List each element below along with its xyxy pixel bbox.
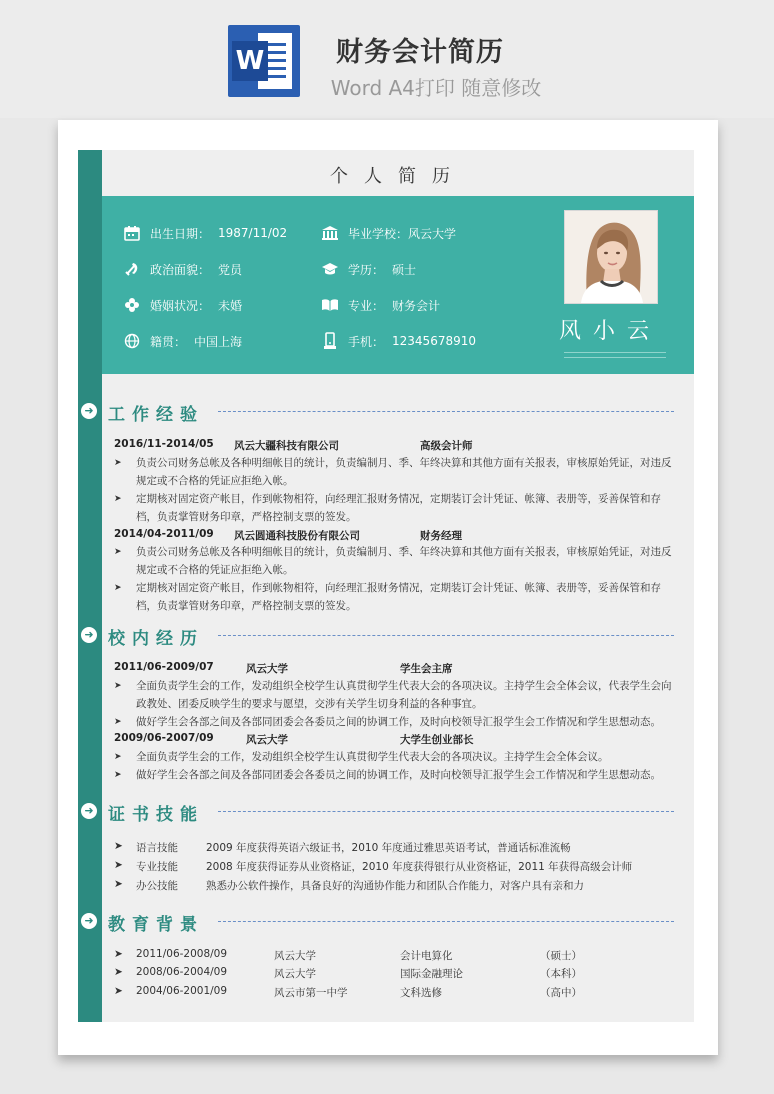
triangle-bullet-icon: ➤ xyxy=(114,494,122,504)
dashed-divider xyxy=(218,411,674,412)
campus-duty: ➤ 全面负责学生会的工作，发动组织全校学生认真贯彻学生代表大会的各项决议。主持学生会全体会议。 xyxy=(114,748,674,766)
info-school: 毕业学校： 风云大学 xyxy=(320,222,456,244)
triangle-bullet-icon: ➤ xyxy=(114,752,122,762)
banner-subtitle: Word A4打印 随意修改 xyxy=(330,76,542,100)
job-duty: ➤ 负责公司财务总帐及各种明细帐目的统计，负责编制月、季、年终决算和其他方面有关报表，审核原始凭证，对违反规定或不合格的凭证应拒绝入帐。 xyxy=(114,454,674,490)
top-banner xyxy=(0,0,774,118)
arrow-right-icon: ➜ xyxy=(80,912,98,930)
book-icon xyxy=(320,296,340,314)
triangle-bullet-icon: ➤ xyxy=(114,948,123,960)
section-title: 工作经验 xyxy=(108,405,204,425)
word-document-icon xyxy=(228,25,300,97)
info-major: 专业： 财务会计 xyxy=(320,294,440,316)
resume-paper xyxy=(58,120,718,1055)
globe-icon xyxy=(122,332,142,350)
school-building-icon xyxy=(320,224,340,242)
triangle-bullet-icon: ➤ xyxy=(114,583,122,593)
info-native-place: 籍贯： 中国上海 xyxy=(122,330,242,352)
info-birth-date: 出生日期： 1987/11/02 xyxy=(122,222,287,244)
party-icon xyxy=(122,260,142,278)
profile-photo xyxy=(564,210,658,304)
name-divider xyxy=(564,357,666,358)
info-political-status: 政治面貌： 党员 xyxy=(122,258,242,280)
graduation-cap-icon xyxy=(320,260,340,278)
triangle-bullet-icon: ➤ xyxy=(114,878,123,890)
job-duty: ➤ 定期核对固定资产帐目，作到帐物相符，向经理汇报财务情况，定期装订会计凭证、帐簿、表册等，妥善保管和存档，负责掌管财务印章，严格控制支票的签发。 xyxy=(114,490,674,526)
banner-title: 财务会计简历 xyxy=(336,37,504,68)
dashed-divider xyxy=(218,635,674,636)
triangle-bullet-icon: ➤ xyxy=(114,458,122,468)
triangle-bullet-icon: ➤ xyxy=(114,547,122,557)
arrow-right-icon: ➜ xyxy=(80,402,98,420)
side-accent-bar xyxy=(78,150,102,1022)
campus-duty: ➤ 做好学生会各部之间及各部同团委会各委员之间的协调工作，及时向校领导汇报学生会工作情况和学生思想动态。 xyxy=(114,713,674,731)
person-name: 风小云 xyxy=(558,319,661,344)
word-letter: W xyxy=(232,41,268,81)
section-title: 教育背景 xyxy=(108,915,204,935)
triangle-bullet-icon: ➤ xyxy=(114,770,122,780)
section-work-experience xyxy=(78,400,694,424)
flower-icon xyxy=(122,296,142,314)
arrow-right-icon: ➜ xyxy=(80,626,98,644)
triangle-bullet-icon: ➤ xyxy=(114,681,122,691)
section-education xyxy=(78,910,694,934)
triangle-bullet-icon: ➤ xyxy=(114,966,123,978)
dashed-divider xyxy=(218,811,674,812)
campus-duty: ➤ 全面负责学生会的工作，发动组织全校学生认真贯彻学生代表大会的各项决议。主持学生会全体会议，代表学生会向政教处、团委反映学生的要求与愿望，交涉有关学生切身利益的各种事宜。 xyxy=(114,677,674,713)
info-phone: 手机： 12345678910 xyxy=(320,330,476,352)
personal-info-band xyxy=(102,196,694,374)
phone-icon xyxy=(320,332,340,350)
section-certificates xyxy=(78,800,694,824)
calendar-icon xyxy=(122,224,142,242)
triangle-bullet-icon: ➤ xyxy=(114,985,123,997)
resume-sheet: 个人简历 出生日期： 1987/11/02 政治面貌： 党员 婚姻状况： 未婚 籍贯： 中国上海 毕业学校： 风云大学 学历： 硕士 专业： 财务会计 手机： 12345678910 风小云 ➜ 工作经验 2016/11-2014/05 风云大疆科技有限公司 高级会计师 ➤ 负责公司财务总帐及各种明细帐目的统计，负责编制月、季、年终决算和其他方面有关报表，审核原始凭证，对违反规定或不合格的凭证应拒绝入帐。 ➤ 定期核对固定资产帐目，作到帐物相符，向经理汇报财务情况，定期装订会计凭证、帐簿、表册等，妥善保管和存档，负责掌管财务印章，严格控制支票的签发。 2014/04-2011/09 风云圆通科技股份有限公司 财务经理 ➤ 负责公司财务总帐及各种明细帐目的统计，负责编制月、季、年终决算和其他方面有关报表，审核原始凭证，对违反规定或不合格的凭证应拒绝入帐。 ➤ 定期核对固定资产帐目，作到帐物相符，向经理汇报财务情况，定期装订会计凭证、帐簿、表册等，妥善保管和存档，负责掌管财务印章，严格控制支票的签发。 ➜ 校内经历 2011/06-2009/07 风云大学 学生会主席 ➤ 全面负责学生会的工作，发动组织全校学生认真贯彻学生代表大会的各项决议。主持学生会全体会议，代表学生会向政教处、团委反映学生的要求与愿望，交涉有关学生切身利益的各种事宜。 ➤ 做好学生会各部之间及各部同团委会各委员之间的协调工作，及时向校领导汇报学生会工作情况和学生思想动态。 2009/06-2007/09 风云大学 大学生创业部长 ➤ 全面负责学生会的工作，发动组织全校学生认真贯彻学生代表大会的各项决议。主持学生会全体会议。 ➤ 做好学生会各部之间及各部同团委会各委员之间的协调工作，及时向校领导汇报学生会工作情况和学生思想动态。 ➜ 证书技能 ➤ 语言技能 2009 年度获得英语六级证书，2010 年度通过雅思英语考试，普通话标准流畅 ➤ 专业技能 2008 年度获得证券从业资格证，2010 年度获得银行从业资格证，2011 年获得高级会计师 ➤ 办公技能 熟悉办公软件操作，具备良好的沟通协作能力和团队合作能力，对客户具有亲和力 ➜ 教育背景 ➤ 2011/06-2008/09 风云大学 会计电算化 （硕士） ➤ 2008/06-2004/09 风云大学 国际金融理论 （本科） ➤ 2004/06-2001/09 风云市第一中学 文科选修 （高中） xyxy=(78,150,694,1022)
title-row xyxy=(102,150,694,196)
triangle-bullet-icon: ➤ xyxy=(114,840,123,852)
info-marital-status: 婚姻状况： 未婚 xyxy=(122,294,242,316)
triangle-bullet-icon: ➤ xyxy=(114,859,123,871)
section-title: 证书技能 xyxy=(108,805,204,825)
resume-title: 个人简历 xyxy=(330,166,466,187)
info-degree: 学历： 硕士 xyxy=(320,258,416,280)
section-campus-experience xyxy=(78,624,694,648)
triangle-bullet-icon: ➤ xyxy=(114,717,122,727)
campus-duty: ➤ 做好学生会各部之间及各部同团委会各委员之间的协调工作，及时向校领导汇报学生会工作情况和学生思想动态。 xyxy=(114,766,674,784)
name-divider xyxy=(564,352,666,353)
section-title: 校内经历 xyxy=(108,629,204,649)
dashed-divider xyxy=(218,921,674,922)
job-duty: ➤ 负责公司财务总帐及各种明细帐目的统计，负责编制月、季、年终决算和其他方面有关报表，审核原始凭证，对违反规定或不合格的凭证应拒绝入帐。 xyxy=(114,543,674,579)
arrow-right-icon: ➜ xyxy=(80,802,98,820)
job-duty: ➤ 定期核对固定资产帐目，作到帐物相符，向经理汇报财务情况，定期装订会计凭证、帐簿、表册等，妥善保管和存档，负责掌管财务印章，严格控制支票的签发。 xyxy=(114,579,674,615)
